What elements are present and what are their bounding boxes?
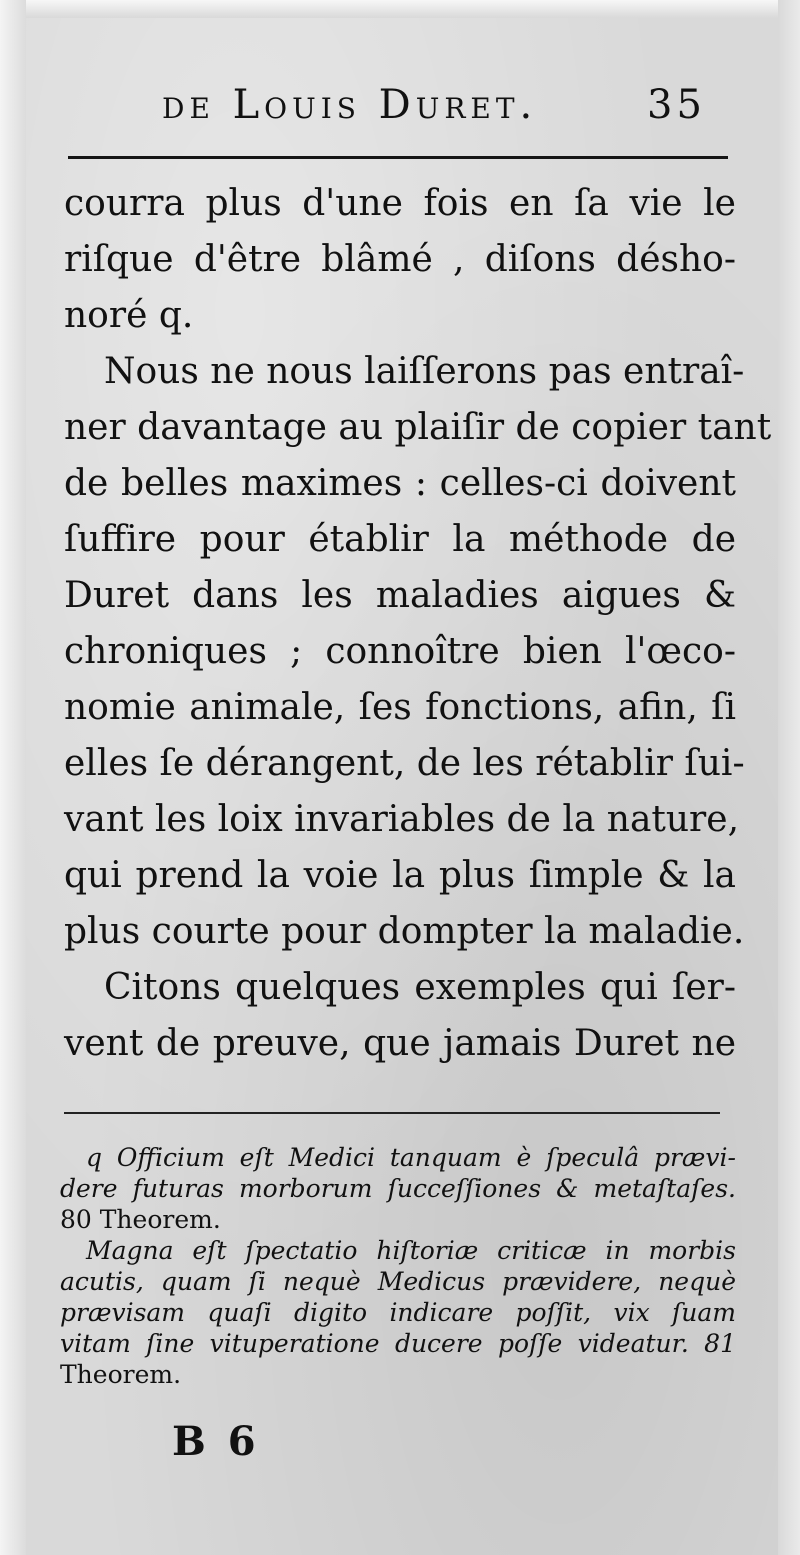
page-edge-top	[0, 0, 800, 18]
body-line: qui prend la voie la plus ſimple & la	[64, 855, 736, 896]
body-line: riſque d'être blâmé , diſons désho-	[64, 239, 736, 280]
footnote-line: 80 Theorem.	[60, 1205, 221, 1234]
footnote-line: dere futuras morborum ſucceſſiones & metaſtaſes.	[60, 1174, 736, 1203]
body-line: ner davantage au plaiſir de copier tant	[64, 407, 772, 448]
body-line: nomie animale, ſes fonctions, afin, ſi	[64, 687, 736, 728]
body-text	[64, 176, 772, 1072]
footnote-rule	[64, 1112, 720, 1114]
header-rule	[68, 156, 728, 159]
signature-mark: B 6	[172, 1418, 260, 1465]
body-line: chroniques ; connoître bien l'œco-	[64, 631, 736, 672]
body-line: ſuffire pour établir la méthode de	[64, 519, 736, 560]
body-line: courra plus d'une fois en ſa vie le	[64, 183, 736, 224]
body-line: Duret dans les maladies aigues &	[64, 575, 736, 616]
footnote-line: Magna eſt ſpectatio hiſtoriæ criticæ in morbis	[86, 1236, 736, 1265]
body-line: Citons quelques exemples qui ſer-	[104, 967, 736, 1008]
body-line: vant les loix invariables de la nature,	[64, 799, 740, 840]
body-line: plus courte pour dompter la maladie.	[64, 911, 745, 952]
running-title: de Louis Duret.	[162, 82, 538, 128]
page-edge-right	[778, 0, 800, 1555]
footnote-line: Theorem.	[60, 1360, 182, 1389]
body-line: elles ſe dérangent, de les rétablir ſui-	[64, 743, 745, 784]
body-line: vent de preuve, que jamais Duret ne	[64, 1023, 736, 1064]
body-line: Nous ne nous laiſſerons pas entraî-	[104, 351, 745, 392]
page-number: 35	[647, 82, 706, 128]
running-head	[162, 82, 742, 142]
footnote-line: prævisam quaſi digito indicare poſſit, vix ſuam	[60, 1298, 736, 1327]
body-line: noré q.	[64, 295, 194, 336]
body-line: de belles maximes : celles-ci doivent	[64, 463, 736, 504]
footnotes	[60, 1142, 736, 1390]
page-edge-left	[0, 0, 26, 1555]
footnote-line: acutis, quam ſi nequè Medicus prævidere, nequè	[60, 1267, 736, 1296]
footnote-line: q Officium eſt Medici tanquam è ſpeculâ prævi-	[86, 1143, 736, 1172]
footnote-line: vitam ſine vituperatione ducere poſſe videatur. 81	[60, 1329, 736, 1358]
